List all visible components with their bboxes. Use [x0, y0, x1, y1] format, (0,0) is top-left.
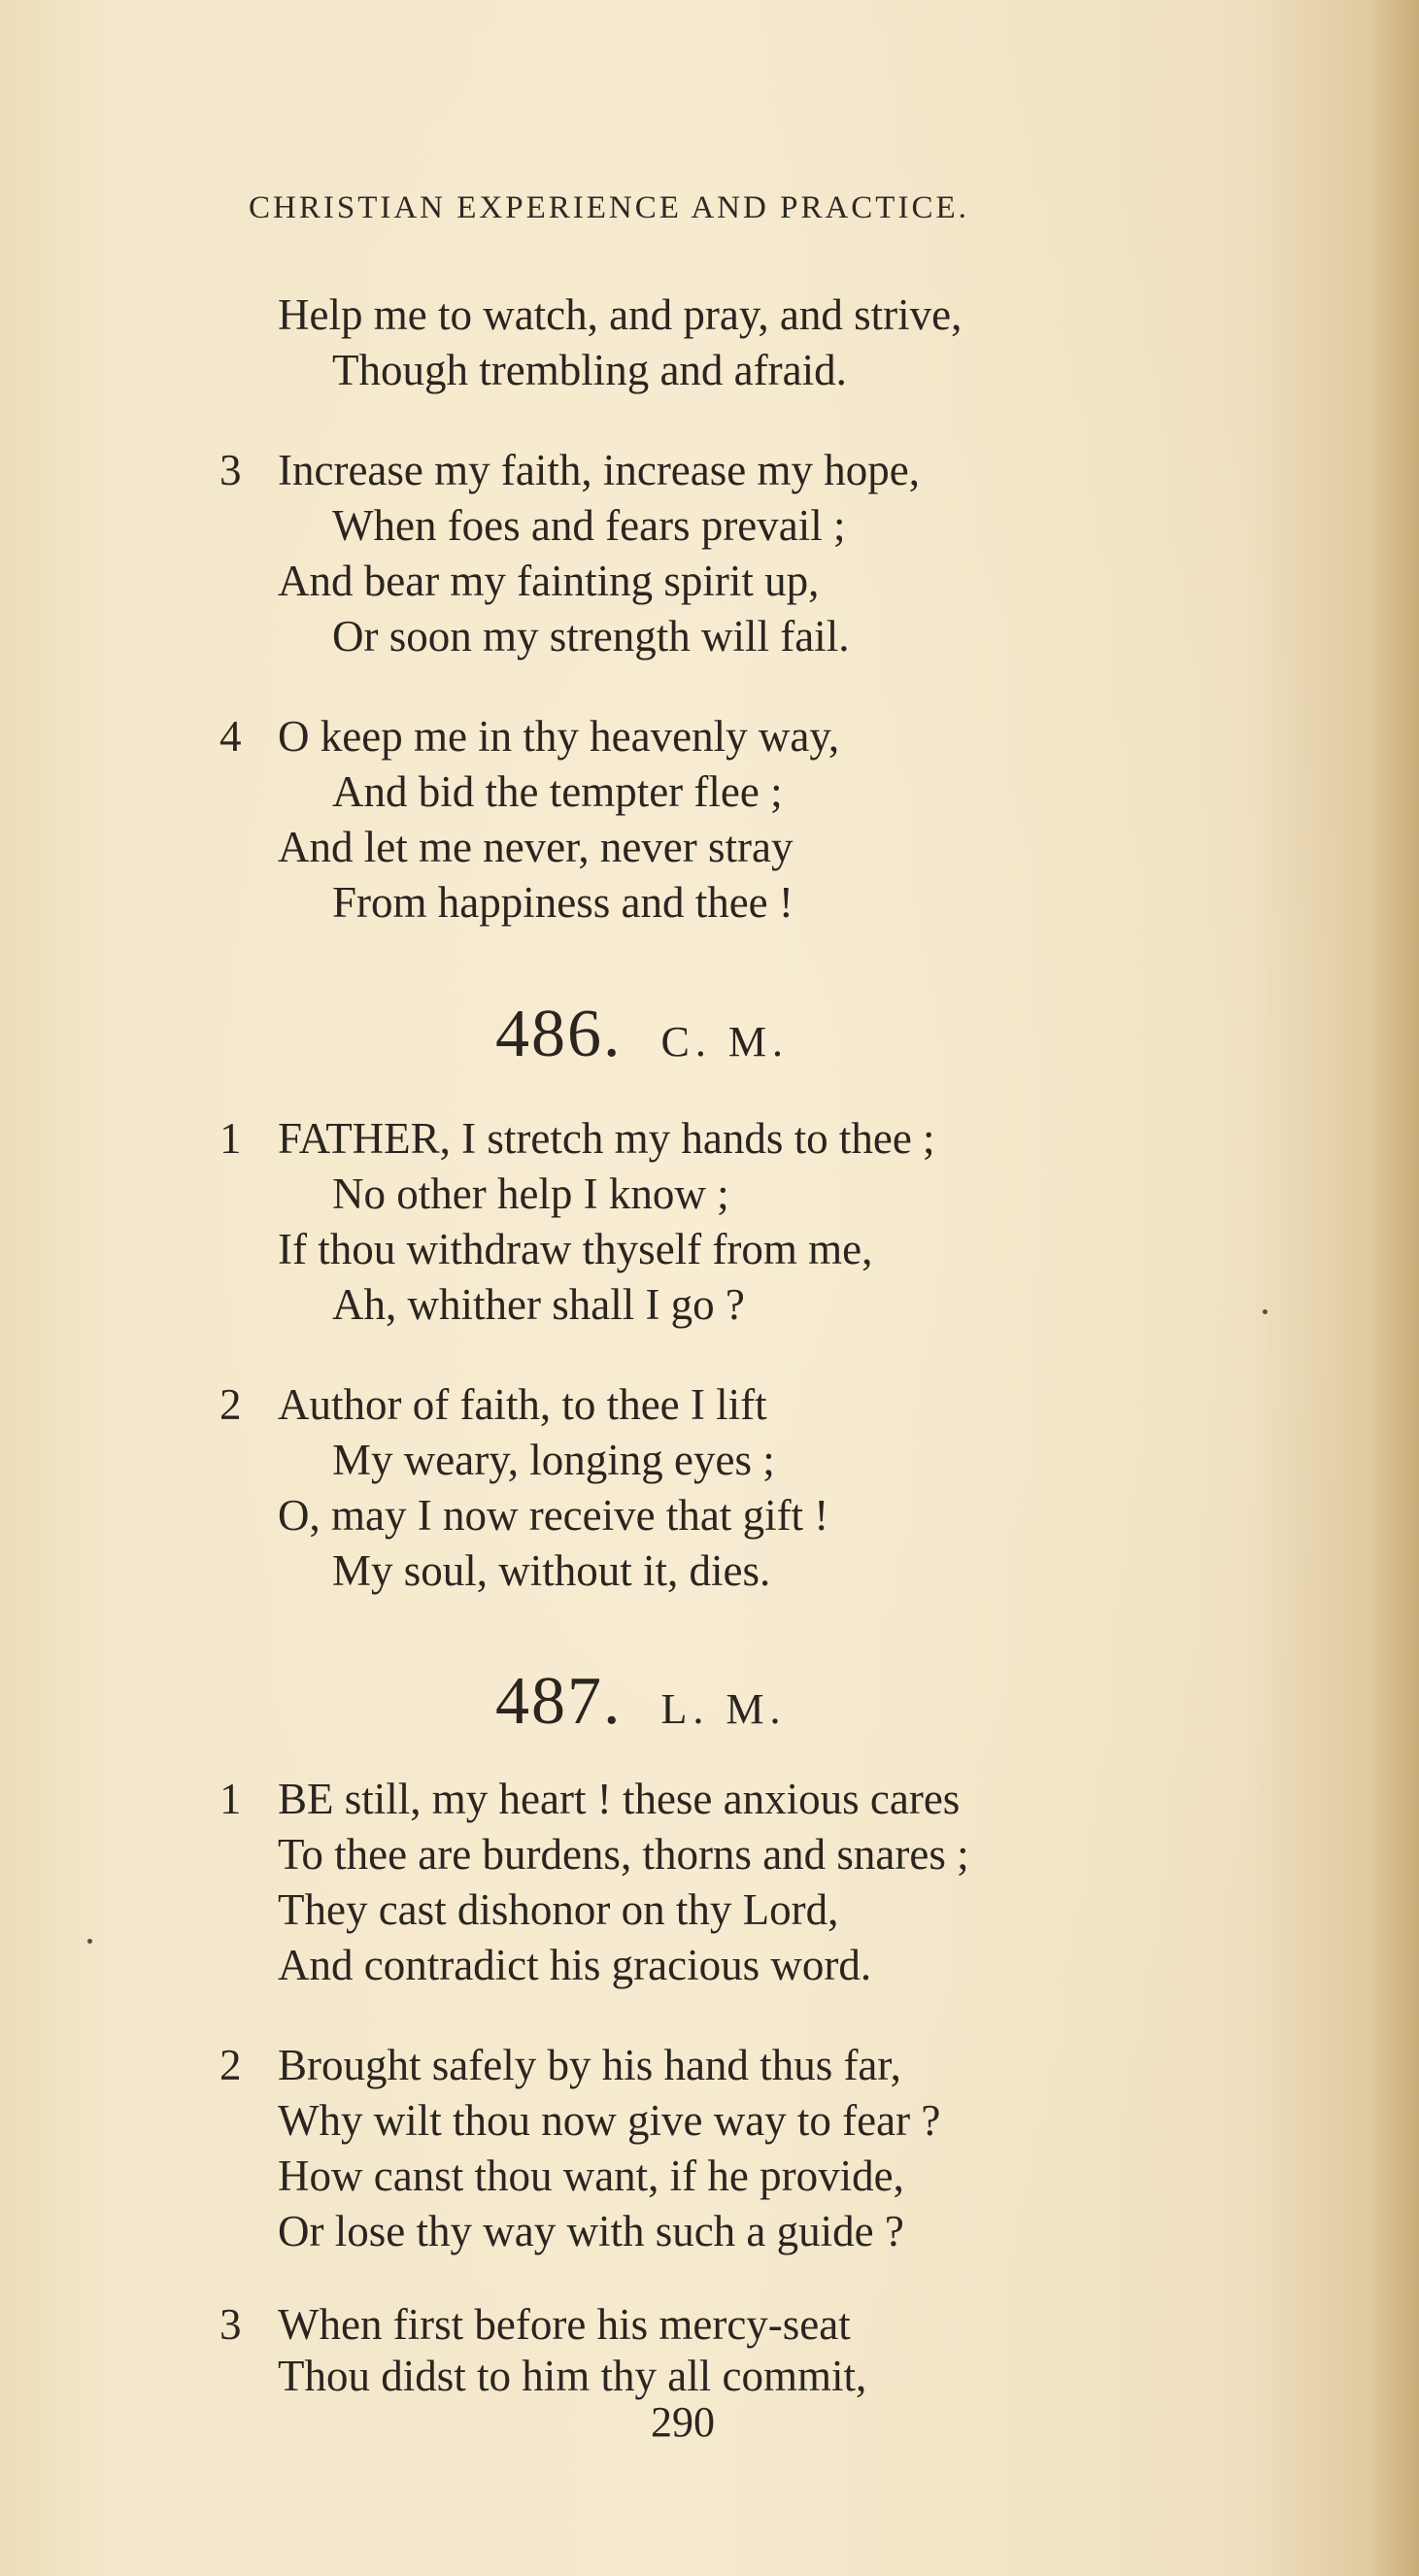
hymn-meter: L. M. — [660, 1685, 787, 1733]
verse-line: No other help I know ; — [332, 1169, 729, 1218]
verse-line: When first before his mercy-seat — [278, 2300, 851, 2349]
verse-line: Or lose thy way with such a guide ? — [278, 2207, 904, 2255]
verse-number: 1 — [220, 1775, 242, 1823]
hymn-meter: C. M. — [660, 1018, 789, 1066]
verse-line: How canst thou want, if he provide, — [278, 2152, 904, 2200]
verse-line: And bear my fainting spirit up, — [278, 557, 820, 605]
verse-line: Thou didst to him thy all commit, — [278, 2352, 867, 2400]
hymn-number: 487. — [495, 1664, 623, 1739]
hymn-heading — [495, 996, 789, 1073]
verse-number: 2 — [220, 2041, 242, 2089]
verse-line: O, may I now receive that gift ! — [278, 1491, 829, 1540]
verse-line: If thou withdraw thyself from me, — [278, 1225, 873, 1273]
verse-line: From happiness and thee ! — [332, 878, 794, 927]
verse-line: O keep me in thy heavenly way, — [278, 712, 840, 761]
print-speck — [1263, 1309, 1267, 1314]
print-speck — [87, 1939, 92, 1944]
verse-line: My weary, longing eyes ; — [332, 1436, 775, 1484]
page-number: 290 — [651, 2398, 715, 2446]
verse-line: Ah, whither shall I go ? — [332, 1280, 745, 1329]
verse-line: My soul, without it, dies. — [332, 1546, 771, 1595]
verse-line: Though trembling and afraid. — [332, 346, 847, 394]
verse-line: Why wilt thou now give way to fear ? — [278, 2096, 941, 2145]
verse-line: And let me never, never stray — [278, 823, 794, 871]
verse-line: And bid the tempter flee ; — [332, 767, 783, 816]
verse-number: 3 — [220, 446, 242, 494]
running-head: CHRISTIAN EXPERIENCE AND PRACTICE. — [249, 190, 969, 225]
verse-line: Author of faith, to thee I lift — [278, 1380, 767, 1429]
page-edge-shadow — [1370, 0, 1419, 2576]
verse-line: Increase my faith, increase my hope, — [278, 446, 920, 494]
hymn-heading — [495, 1663, 787, 1741]
verse-line: FATHER, I stretch my hands to thee ; — [278, 1114, 935, 1163]
verse-line: And contradict his gracious word. — [278, 1941, 872, 1989]
verse-number: 3 — [220, 2300, 242, 2349]
verse-line: BE still, my heart ! these anxious cares — [278, 1775, 961, 1823]
verse-line: To thee are burdens, thorns and snares ; — [278, 1830, 969, 1879]
verse-line: Brought safely by his hand thus far, — [278, 2041, 901, 2089]
verse-number: 4 — [220, 712, 242, 761]
verse-number: 1 — [220, 1114, 242, 1163]
verse-line: They cast dishonor on thy Lord, — [278, 1885, 839, 1934]
verse-line: Or soon my strength will fail. — [332, 612, 850, 661]
verse-number: 2 — [220, 1380, 242, 1429]
verse-line: When foes and fears prevail ; — [332, 501, 846, 550]
hymn-number: 486. — [495, 997, 623, 1071]
verse-line: Help me to watch, and pray, and strive, — [278, 290, 963, 339]
